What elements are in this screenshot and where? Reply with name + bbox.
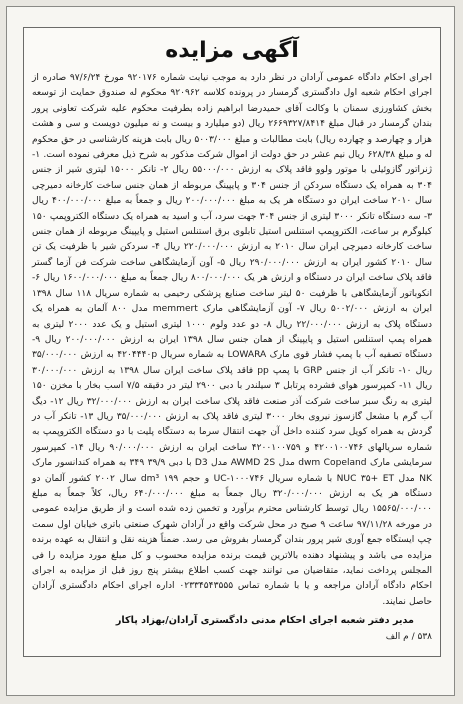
notice-body: اجرای احکام دادگاه عمومی آرادان در نظر دارد به موجب نیابت شماره ۹۲۰۱۷۶ مورخ ۹۷/۶/۲۴ صادره از اجرای احکام شعبه اول دادگستری گرمسار در پرونده کلاسه ۹۲۰۹۶۲ محکوم له صندوق حمایت از توسعه بخش کشاورزی سمنان با وکالت آقای حمیدرضا ابراهیم زاده بطرفیت محکوم علیه شرکت تعاونی پرور بندان گرمسار در قبال مبلغ ۲۶۶۹۳۲۷/۸۴۱۴ ریال (دو میلیارد و بیست و نه میلیون دویست و سی و هشت هزار و چهارصد و چهارده ریال) بابت مطالبات و مبلغ ۵۰۰۳/۰۰۰ ریال بابت هزینه کارشناسی در حق محکوم له و مبلغ ۶۲۸/۳۸ ریال نیم عشر در حق دولت از اموال شرکت مذکور به شرح ذیل معرفی نموده است. ۱- ژنراتور گازوئیلی با موتور ولوو فاقد پلاک به ارزش ۵۵۰۰۰/۰۰۰ ریال ۲- تانکر ۱۵۰۰۰ لیتری شیر از جنس ۳۰۴ به همراه یک دستگاه سردکن از جنس ۳۰۴ و پایپینگ مربوطه از همان جنس ساخت کارخانه دمیرچی سال ۲۰۱۰ ساخت ایران دو دستگاه هر یک به مبلغ ۲۰۰/۰۰۰/۰۰۰ ریال و جمعاً به مبلغ ۴۰۰/۰۰۰/۰۰۰ ریال ۳- سه دستگاه تانکر ۳۰۰۰ لیتری از جنس ۳۰۴ جهت سرد، آب و اسید به همراه یک دستگاه الکتروپمپ ۱۵۰ کیلوگرم بر ساعت، الکتروپمپ استنلس استیل تابلوی برق استنلس استیل و پایپینگ مربوطه از همان جنس ساخت کارخانه دمیرچی ایران سال ۲۰۱۰ به ارزش ۲۲۰/۰۰۰/۰۰۰ ریال ۴- سردکن شیر با ظرفیت یک تن سال ۲۰۱۰ کشور ایران به ارزش ۲۹۰/۰۰۰/۰۰۰ ریال ۵- آون آزمایشگاهی ساخت شرکت فن آزما گستر فاقد پلاک ساخت ایران در دستگاه و ارزش هر یک ۸۰۰/۰۰۰/۰۰۰ ریال جمعاً به مبلغ ۱۶۰۰/۰۰۰/۰۰۰ ریال ۶- انکوباتور آزمایشگاهی با ظرفیت ۵۰ لیتر ساخت صنایع پزشکی رحیمی به شماره سریال ۱۱۸ سال ۱۳۹۸ ایران به ارزش ۵۰۰۲/۰۰۰ ریال ۷- آون آزمایشگاهی مارک memmert مدل ۸۰۰ آلمان به همراه یک دستگاه پلاک به ارزش ۲۲/۰۰۰/۰۰۰ ریال ۸- دو عدد ولوم ۱۰۰۰ لیتری استیل و یک عدد ۲۰۰۰ لیتری به همراه پمپ استنلس استیل و پایپینگ از همان جنس سال ۱۳۹۸ ایران به ارزش ۲۰۰/۰۰۰/۰۰۰ ریال ۹- دستگاه تصفیه آب با پمپ فشار قوی مارک LOWARA به شماره سریال ۴۲۰۴۴۴۰p به ارزش ۳۵/۰۰۰/۰۰۰ ریال ۱۰- تانکر آب از جنس GRP با پمپ pp فاقد پلاک ساخت ایران سال ۱۳۹۸ به ارزش ۳۰/۰۰۰/۰۰۰ ریال ۱۱- کمپرسور هوای فشرده پرتابل ۳ سیلندر با دبی ۲۹۰۰ لیتر در دقیقه ۷/۵ اسب بخار با مخزن ۱۵۰ لیتری به رنگ سبز ساخت شرکت آذر صنعت فاقد پلاک ساخت ایران به ارزش ۳۲/۰۰۰/۰۰۰ ریال ۱۲- دیگ آب گرم با مشعل گازسوز نیروی بخار ۳۰۰۰ لیتری فاقد پلاک به ارزش ۳۵/۰۰۰/۰۰۰ ریال ۱۳- تانکر آب در گردش به همراه کویل سرد کننده داخل آن جهت انتقال سرما به دستگاه پلیت با دو دستگاه الکتروپمپ به شماره سریالهای ۴۲۰۰۱۰۰۷۴۶ و ۴۲۰۰۱۰۰۷۵۹ ساخت ایران به ارزش ۹۰/۰۰۰/۰۰۰ ریال ۱۴- کمپرسور سرمایشی مارک dwm Copeland مدل AWMD 2S مدل D3 با دبی ۳۹/۹ ۳۴۹ به همراه کندانسور مارک NK مدل NUC ۳۵+ ET با شماره سریال UC-۱۰۰۰۷۴۶ و حجم ۱۹۹ dm³ سال ۲۰۰۲ کشور آلمان دو دستگاه هر یک به ارزش ۳۲۰/۰۰۰/۰۰۰ ریال جمعاً به مبلغ ۶۴۰/۰۰۰/۰۰۰ ریال، کلاً جمعاً به مبلغ ۱۵۵۶۵/۰۰۰/۰۰۰ ریال توسط کارشناس محترم برآورد و تخمین زده شده است و از طریق مزایده عمومی در مورخه ۹۷/۱۱/۲۸ ساعت ۹ صبح در محل شرکت واقع در آرادان شهرک صنعتی باتری خیابان اول سمت چپ ایستگاه جمع آوری شیر پرور بندان گرمسار بفروش می رسد. ضمناً هزینه نقل و انتقال به عهده برنده مزایده می باشد و پیشنهاد دهنده بالاترین قیمت برنده مزایده محسوب و کل مبلغ مورد مزایده را فی المجلس پرداخت نماید، متقاضیان می توانند جهت کسب اطلاع بیشتر پنج روز قبل از مزایده به اجرای احکام دادگاه آرادان مراجعه و یا با شماره تماس ۰۲۳۳۴۵۴۳۵۵۵ اداره اجرای احکام دادگستری آرادان حاصل نمایند.	[32, 73, 433, 607]
newspaper-clipping	[6, 6, 455, 696]
notice-signature: مدیر دفتر شعبه اجرای احکام مدنی دادگستری آرادان/بهزاد پاکار	[115, 615, 414, 627]
notice-reference-code: ۵۳۸ / م الف	[385, 632, 432, 643]
notice-frame	[23, 27, 441, 657]
notice-title: آگهی مزایده	[165, 38, 299, 63]
